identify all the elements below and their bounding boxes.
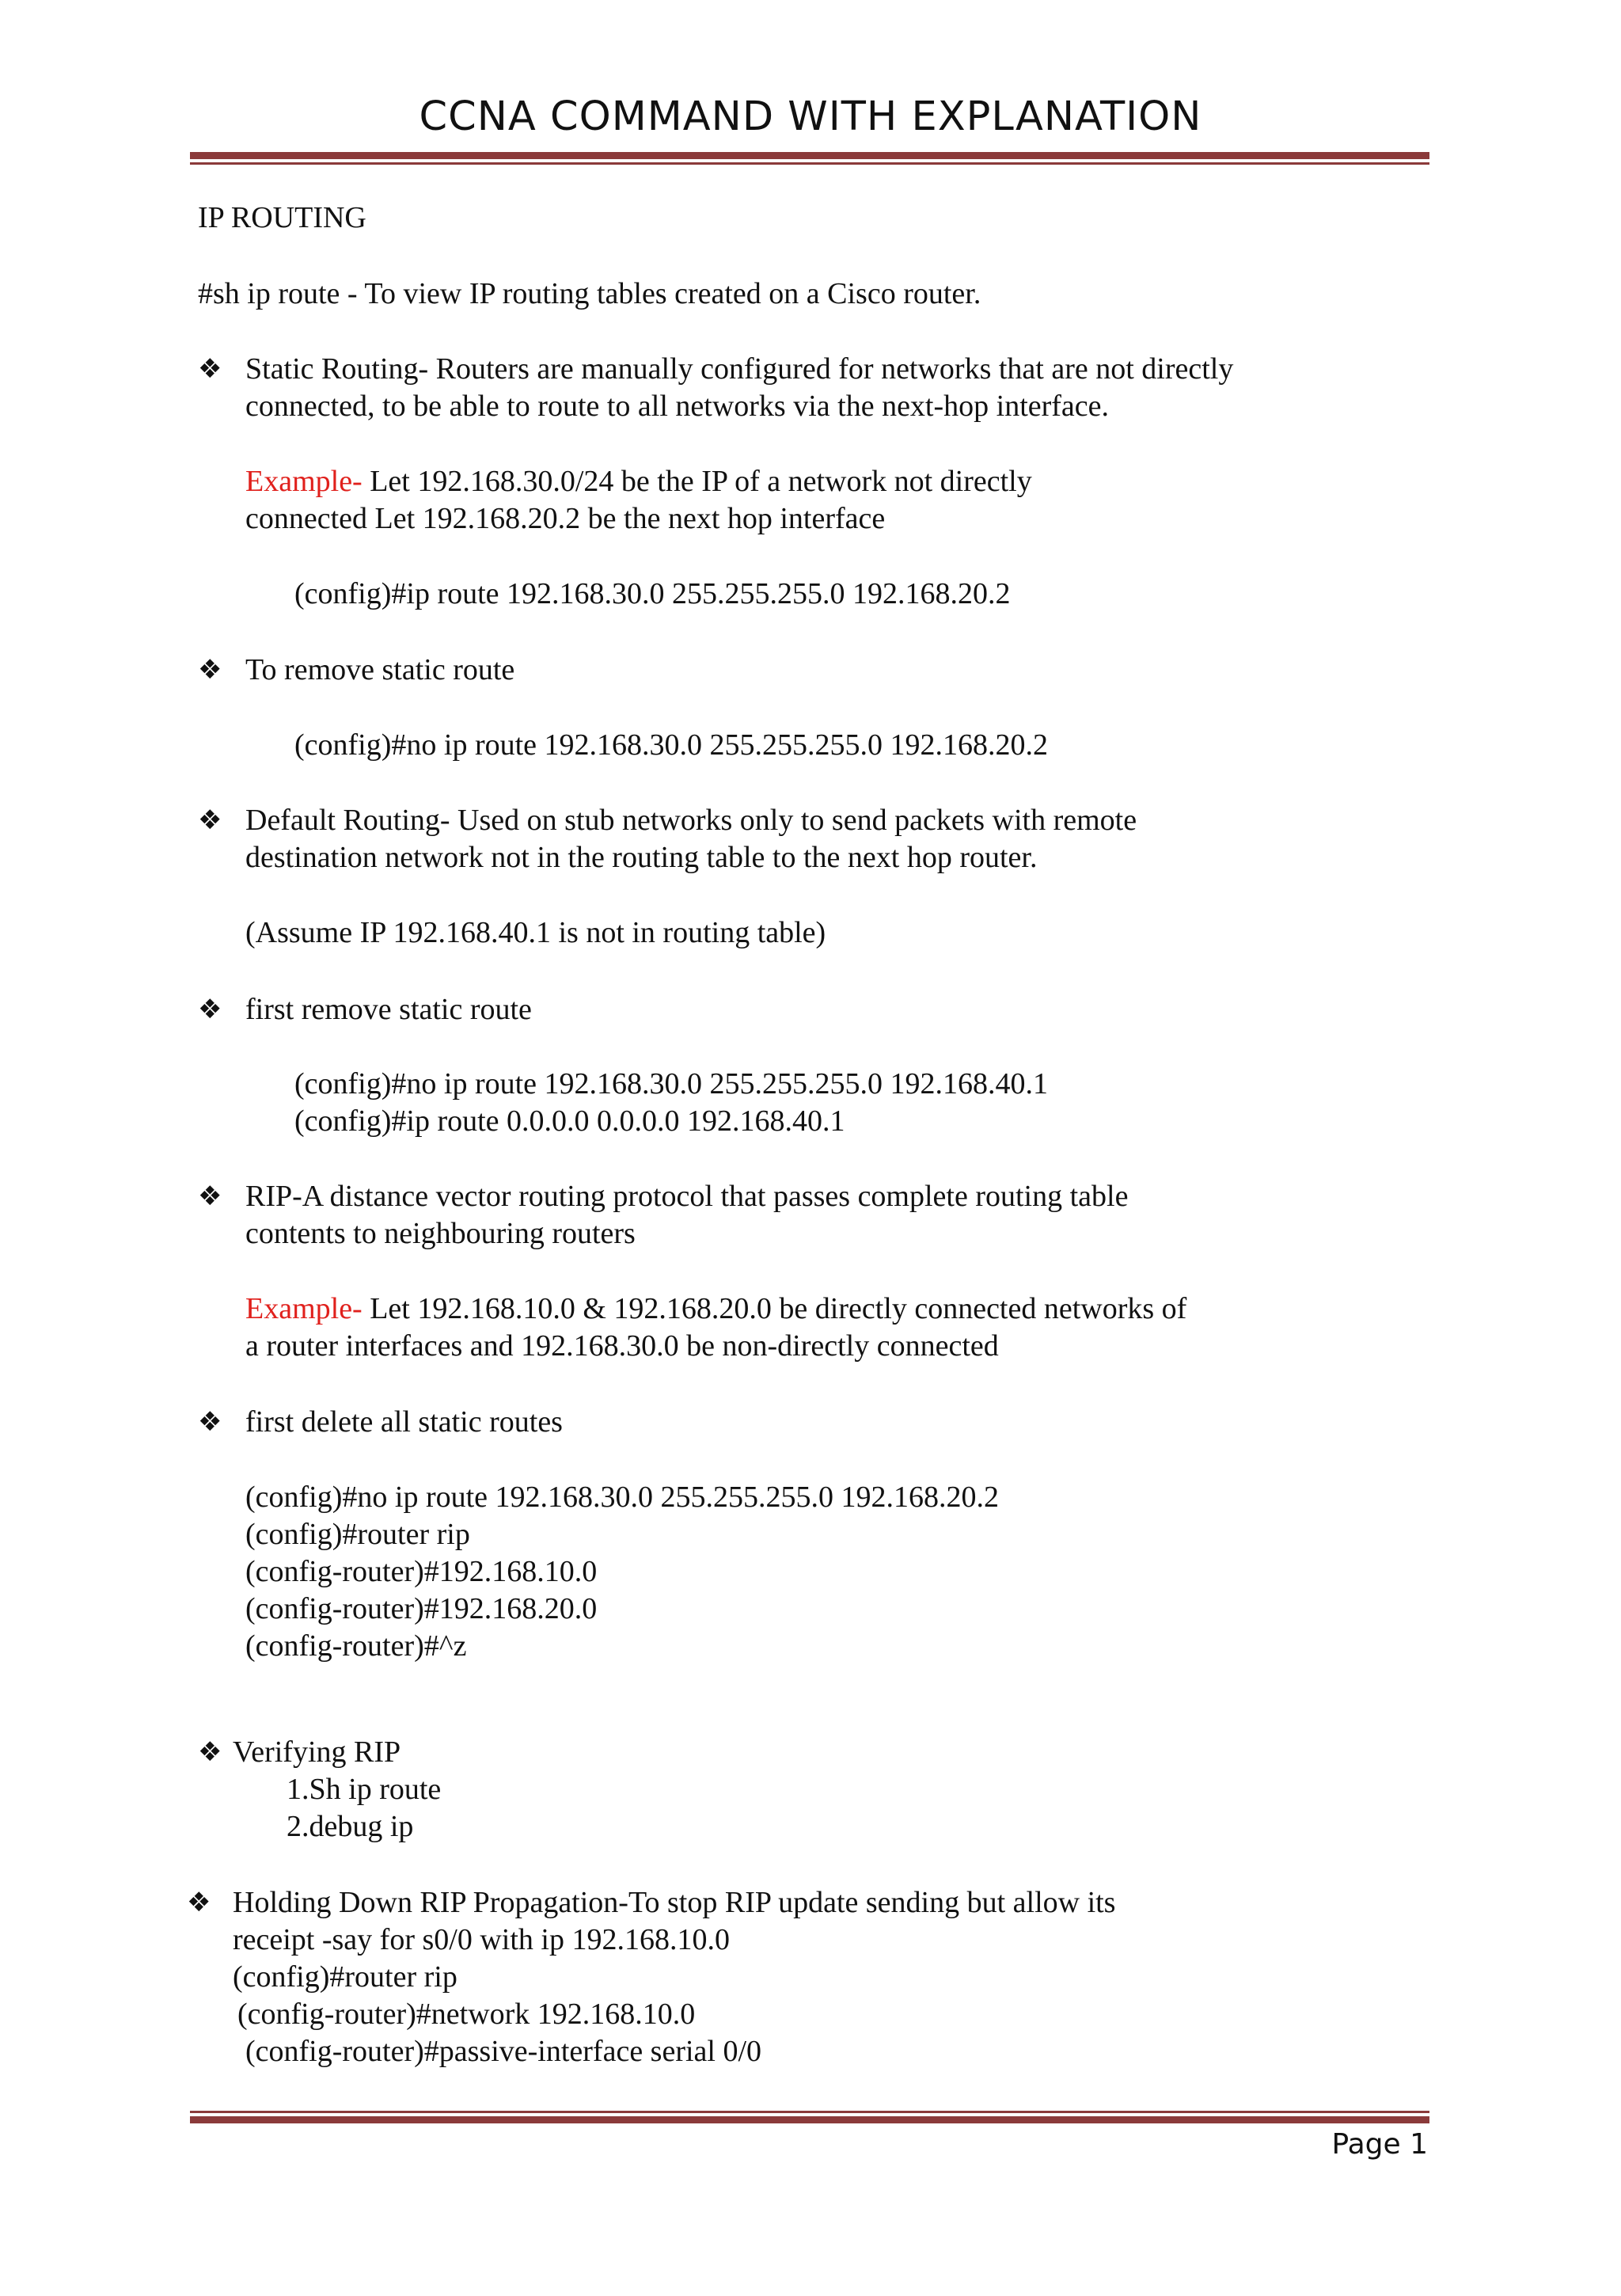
first-remove-command2: (config)#ip route 0.0.0.0 0.0.0.0 192.168.40.1: [294, 1104, 845, 1138]
footer-rule-thin: [190, 2111, 1429, 2113]
default-routing-line2: destination network not in the routing table to the next hop router.: [245, 841, 1038, 874]
document-title: CCNA COMMAND WITH EXPLANATION: [419, 93, 1202, 140]
rip-line1: RIP-A distance vector routing protocol that passes complete routing table: [245, 1180, 1129, 1213]
default-routing-assume: (Assume IP 192.168.40.1 is not in routing table): [245, 916, 826, 949]
rip-example-line2: a router interfaces and 192.168.30.0 be non-directly connected: [245, 1329, 999, 1363]
footer-rule-thick: [190, 2116, 1429, 2123]
verifying-item: 1.Sh ip route: [287, 1773, 442, 1806]
rip-line2: contents to neighbouring routers: [245, 1217, 636, 1250]
holding-down-command: (config)#router rip: [233, 1960, 457, 1994]
bullet-icon: ❖: [187, 1887, 211, 1918]
delete-static-command: (config)#no ip route 192.168.30.0 255.255.255.0 192.168.20.2: [245, 1481, 1000, 1514]
delete-static-command: (config-router)#^z: [245, 1629, 467, 1663]
static-example-line2: connected Let 192.168.20.2 be the next hop interface: [245, 502, 886, 535]
remove-static-title: To remove static route: [245, 653, 515, 686]
static-example-text: Let 192.168.30.0/24 be the IP of a network not directly: [362, 465, 1032, 498]
delete-static-command: (config)#router rip: [245, 1518, 470, 1551]
footer-rule: [190, 2111, 1429, 2123]
rip-example-text: Let 192.168.10.0 & 192.168.20.0 be directly connected networks of: [362, 1292, 1187, 1325]
bullet-icon: ❖: [198, 1736, 222, 1768]
bullet-icon: ❖: [198, 654, 222, 686]
first-remove-command1: (config)#no ip route 192.168.30.0 255.255.255.0 192.168.40.1: [294, 1067, 1049, 1100]
static-routing-line2: connected, to be able to route to all networks via the next-hop interface.: [245, 390, 1110, 423]
bullet-icon: ❖: [198, 353, 222, 385]
rip-example-line1: [245, 1291, 1186, 1327]
intro-line: #sh ip route - To view IP routing tables created on a Cisco router.: [198, 277, 981, 310]
page-number: Page 1: [1331, 2128, 1428, 2161]
header-rule-thin: [190, 162, 1429, 165]
bullet-icon: ❖: [198, 804, 222, 836]
bullet-icon: ❖: [198, 1180, 222, 1212]
delete-static-command: (config-router)#192.168.10.0: [245, 1555, 598, 1588]
default-routing-line1: Default Routing- Used on stub networks only to send packets with remote: [245, 804, 1137, 837]
verifying-title: Verifying RIP: [233, 1735, 401, 1769]
example-label: Example-: [245, 465, 363, 498]
delete-static-command: (config-router)#192.168.20.0: [245, 1592, 598, 1625]
example-label: Example-: [245, 1292, 363, 1325]
holding-down-line1: Holding Down RIP Propagation-To stop RIP update sending but allow its: [233, 1886, 1116, 1919]
header-rule-thick: [190, 152, 1429, 159]
static-example-line1: [245, 463, 1032, 500]
bullet-icon: ❖: [198, 1406, 222, 1438]
bullet-icon: ❖: [198, 994, 222, 1025]
delete-static-title: first delete all static routes: [245, 1405, 563, 1439]
first-remove-title: first remove static route: [245, 993, 532, 1026]
verifying-item: 2.debug ip: [287, 1810, 414, 1843]
header-rule: [190, 152, 1429, 165]
holding-down-command: (config-router)#passive-interface serial 0/0: [245, 2035, 762, 2068]
holding-down-command: (config-router)#network 192.168.10.0: [237, 1998, 696, 2031]
remove-static-command: (config)#no ip route 192.168.30.0 255.255.255.0 192.168.20.2: [294, 728, 1049, 762]
section-title: IP ROUTING: [198, 201, 366, 234]
static-routing-line1: Static Routing- Routers are manually configured for networks that are not directly: [245, 352, 1234, 386]
holding-down-line2: receipt -say for s0/0 with ip 192.168.10.0: [233, 1923, 730, 1956]
static-command: (config)#ip route 192.168.30.0 255.255.255.0 192.168.20.2: [294, 577, 1011, 610]
